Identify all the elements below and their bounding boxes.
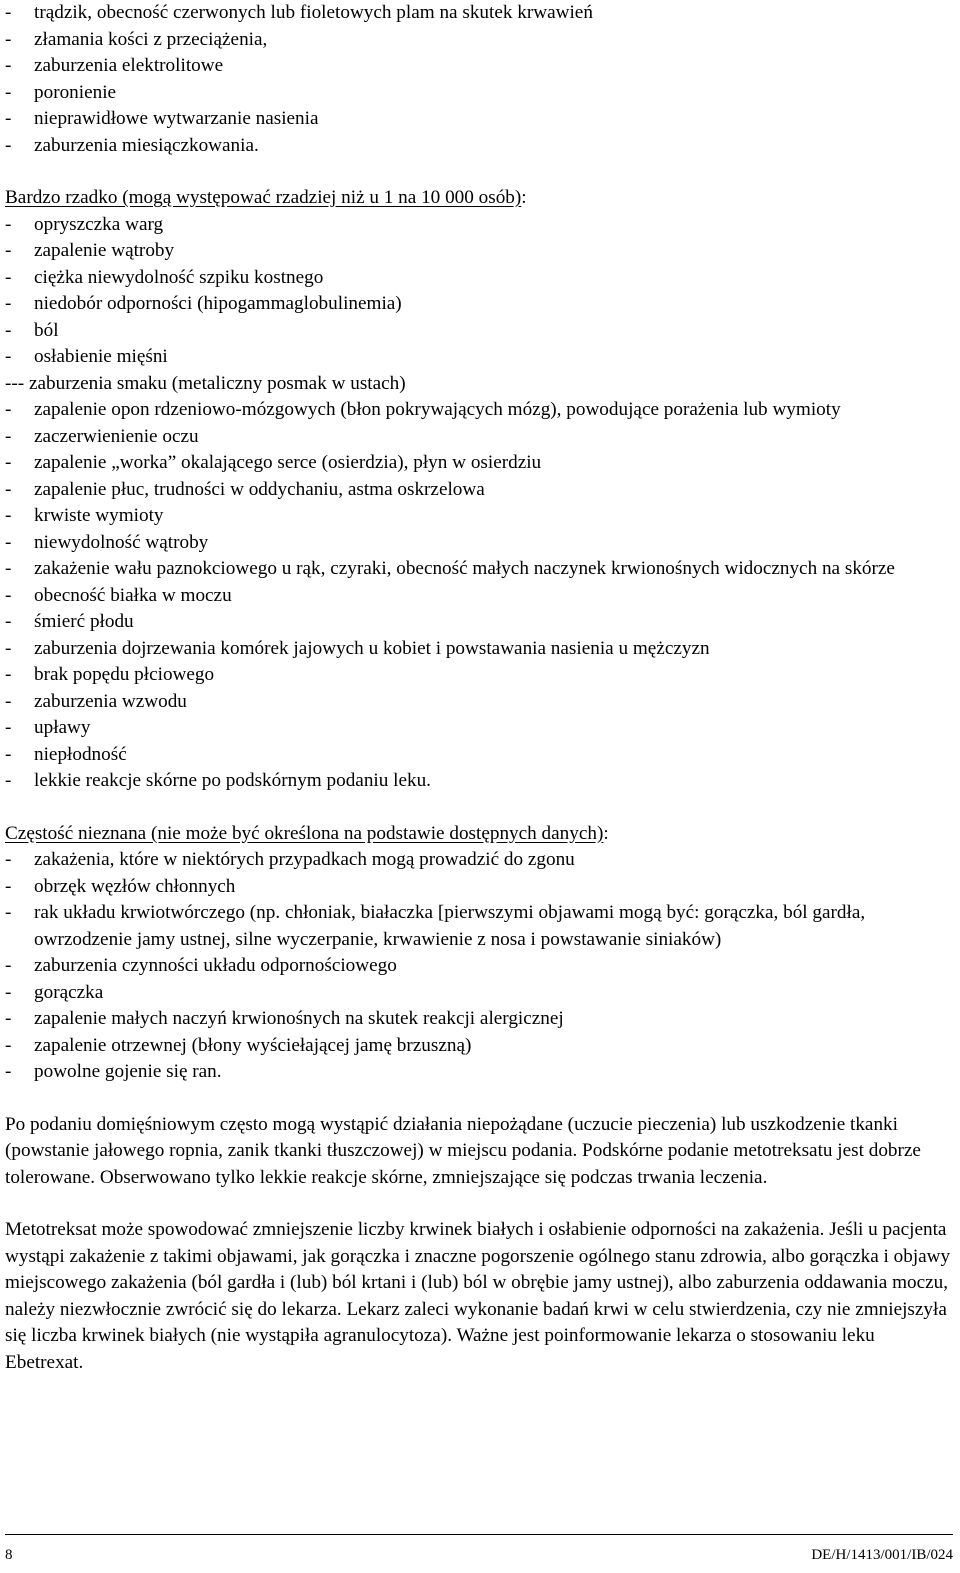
- list-item-text: powolne gojenie się ran.: [34, 1061, 222, 1082]
- list-marker: -: [5, 293, 12, 314]
- list-item: [5, 238, 953, 265]
- list-item: [5, 371, 953, 398]
- list-marker: -: [5, 981, 12, 1003]
- list-item-text: zapalenie opon rdzeniowo-mózgowych (błon pokrywających mózg), powodujące porażenia lub wymioty: [34, 399, 841, 420]
- list-item: [5, 53, 953, 80]
- list-item: [5, 1059, 953, 1086]
- list-marker: -: [5, 875, 12, 897]
- list-item: [5, 609, 953, 636]
- list-marker: -: [5, 743, 12, 765]
- list-item-text: niepłodność: [34, 743, 127, 765]
- list-item: [5, 477, 953, 504]
- list-marker: -: [5, 505, 12, 526]
- list-item-text: zaburzenia smaku (metaliczny posmak w ustach): [28, 372, 406, 394]
- list-item: [5, 0, 953, 27]
- list-marker: -: [5, 637, 12, 659]
- list-marker: -: [5, 558, 12, 579]
- list-item: [5, 133, 953, 160]
- list-item: [5, 106, 953, 133]
- heading-text: Częstość nieznana (nie może być określona na podstawie dostępnych danych): [5, 822, 604, 844]
- unknown-frequency-side-effects-list: [5, 847, 953, 1086]
- list-item-text: niewydolność wątroby: [34, 531, 209, 553]
- list-marker: -: [5, 902, 12, 923]
- list-item-text: zapalenie wątroby: [34, 240, 175, 261]
- list-item: [5, 503, 953, 530]
- list-item: [5, 900, 953, 953]
- list-item: [5, 742, 953, 769]
- document-code: DE/H/1413/001/IB/024: [811, 1547, 953, 1563]
- section-heading-unknown-frequency: Częstość nieznana (nie może być określona na podstawie dostępnych danych):: [5, 822, 609, 844]
- list-marker: -: [5, 319, 12, 341]
- list-item: [5, 1006, 953, 1033]
- list-marker: -: [5, 531, 12, 553]
- list-item-text: upławy: [34, 717, 91, 738]
- list-item: [5, 636, 953, 663]
- list-item-text: niedobór odporności (hipogammaglobulinemia): [34, 293, 402, 314]
- list-item-text: zaburzenia czynności układu odpornościowego: [34, 955, 397, 976]
- list-item-text: lekkie reakcje skórne po podskórnym podaniu leku.: [34, 770, 431, 791]
- list-marker: -: [5, 346, 12, 367]
- list-item-text: obecność białka w moczu: [34, 584, 232, 606]
- list-marker: -: [5, 425, 12, 447]
- list-marker: -: [5, 664, 12, 685]
- list-marker: -: [5, 611, 12, 632]
- list-item: [5, 530, 953, 557]
- list-item: [5, 847, 953, 874]
- list-item: [5, 291, 953, 318]
- list-item: [5, 450, 953, 477]
- list-item-text: zapalenie otrzewnej (błony wyściełającej jamę brzuszną): [34, 1034, 472, 1056]
- list-marker: ---: [5, 372, 29, 394]
- list-marker: -: [5, 399, 12, 420]
- list-item: [5, 344, 953, 371]
- list-item-text: zaburzenia miesiączkowania.: [34, 134, 259, 156]
- list-item-text: poronienie: [34, 81, 117, 103]
- list-marker: -: [5, 849, 12, 870]
- list-marker: -: [5, 1061, 12, 1082]
- list-item-text: śmierć płodu: [34, 611, 134, 632]
- list-marker: -: [5, 452, 12, 473]
- list-marker: -: [5, 717, 12, 738]
- list-item: [5, 265, 953, 292]
- list-marker: -: [5, 134, 12, 156]
- list-item: [5, 27, 953, 54]
- list-item: [5, 715, 953, 742]
- list-item-text: opryszczka warg: [34, 213, 164, 235]
- list-marker: -: [5, 770, 12, 791]
- list-item-text: osłabienie mięśni: [34, 346, 168, 367]
- list-item: [5, 424, 953, 451]
- list-marker: -: [5, 55, 12, 76]
- paragraph-intramuscular: Po podaniu domięśniowym często mogą wystąpić działania niepożądane (uczucie pieczenia) lub uszkodzenie tkanki (powstanie jałowego ropnia, zanik tkanki tłuszczowej) w miejscu podania. Podskórne podanie metotreksatu jest dobrze tolerowane. Obserwowano tylko lekkie reakcje skórne, zmniejszające się podczas trwania leczenia.: [5, 1113, 921, 1188]
- list-item: [5, 80, 953, 107]
- list-item-text: ból: [34, 319, 59, 341]
- list-item: [5, 768, 953, 795]
- list-item-text: rak układu krwiotwórczego (np. chłoniak, białaczka [pierwszymi objawami mogą być: gorączka, ból gardła, owrzodzenie jamy ustnej, silne wyczerpanie, krwawienie z nosa i powstawanie siniaków): [34, 902, 866, 950]
- list-item-text: złamania kości z przeciążenia,: [34, 28, 268, 50]
- list-item-text: trądzik, obecność czerwonych lub fioletowych plam na skutek krwawień: [34, 2, 593, 23]
- list-marker: -: [5, 81, 12, 103]
- list-item-text: ciężka niewydolność szpiku kostnego: [34, 266, 324, 288]
- list-marker: -: [5, 28, 12, 50]
- page-footer: [5, 1534, 953, 1563]
- list-marker: -: [5, 266, 12, 288]
- document-page: [5, 0, 953, 1376]
- list-item: [5, 689, 953, 716]
- list-item-text: zapalenie „worka” okalającego serce (osierdzia), płyn w osierdziu: [34, 452, 542, 473]
- section-heading-very-rare: Bardzo rzadko (mogą występować rzadziej niż u 1 na 10 000 osób):: [5, 187, 527, 208]
- list-item: [5, 556, 953, 583]
- list-item: [5, 662, 953, 689]
- list-item-text: zakażenie wału paznokciowego u rąk, czyraki, obecność małych naczynek krwionośnych widocznych na skórze: [34, 558, 895, 579]
- list-item-text: nieprawidłowe wytwarzanie nasienia: [34, 108, 319, 129]
- page-number: 8: [5, 1547, 13, 1563]
- list-item: [5, 874, 953, 901]
- list-marker: -: [5, 213, 12, 235]
- paragraph-white-blood-cells: Metotreksat może spowodować zmniejszenie liczby krwinek białych i osłabienie odporności na zakażenia. Jeśli u pacjenta wystąpi zakażenie z takimi objawami, jak gorączka i znaczne pogorszenie ogólnego stanu zdrowia, albo gorączka i objawy miejscowego zakażenia (ból gardła i (lub) ból krtani i (lub) ból w obrębie jamy ustnej), albo zaburzenia oddawania moczu, należy niezwłocznie zwrócić się do lekarza. Lekarz zaleci wykonanie badań krwi w celu stwierdzenia, czy nie zmniejszyła się liczba krwinek białych (nie wystąpiła agranulocytoza). Ważne jest poinformowanie lekarza o stosowaniu leku Ebetrexat.: [5, 1219, 951, 1373]
- list-marker: -: [5, 2, 12, 23]
- list-item-text: zakażenia, które w niektórych przypadkach mogą prowadzić do zgonu: [34, 849, 575, 870]
- list-item-text: zaburzenia dojrzewania komórek jajowych u kobiet i powstawania nasienia u mężczyzn: [34, 637, 710, 659]
- list-item: [5, 318, 953, 345]
- list-item-text: brak popędu płciowego: [34, 664, 215, 685]
- list-item: [5, 583, 953, 610]
- list-item-text: obrzęk węzłów chłonnych: [34, 875, 236, 897]
- list-marker: -: [5, 240, 12, 261]
- heading-text: Bardzo rzadko (mogą występować rzadziej niż u 1 na 10 000 osób): [5, 187, 522, 208]
- list-marker: -: [5, 584, 12, 606]
- list-item: [5, 397, 953, 424]
- list-item: [5, 212, 953, 239]
- list-item-text: zapalenie płuc, trudności w oddychaniu, astma oskrzelowa: [34, 478, 485, 500]
- very-rare-side-effects-list: [5, 212, 953, 795]
- list-item-text: zaczerwienienie oczu: [34, 425, 199, 447]
- list-item-text: gorączka: [34, 981, 104, 1003]
- list-item-text: zaburzenia elektrolitowe: [34, 55, 224, 76]
- list-marker: -: [5, 478, 12, 500]
- list-marker: -: [5, 108, 12, 129]
- list-item-text: zapalenie małych naczyń krwionośnych na skutek reakcji alergicznej: [34, 1008, 564, 1029]
- list-item: [5, 1033, 953, 1060]
- list-item-text: zaburzenia wzwodu: [34, 690, 187, 712]
- list-item-text: krwiste wymioty: [34, 505, 164, 526]
- list-marker: -: [5, 690, 12, 712]
- list-marker: -: [5, 1034, 12, 1056]
- list-marker: -: [5, 955, 12, 976]
- list-marker: -: [5, 1008, 12, 1029]
- side-effects-list-continued: [5, 0, 953, 159]
- list-item: [5, 953, 953, 980]
- list-item: [5, 980, 953, 1007]
